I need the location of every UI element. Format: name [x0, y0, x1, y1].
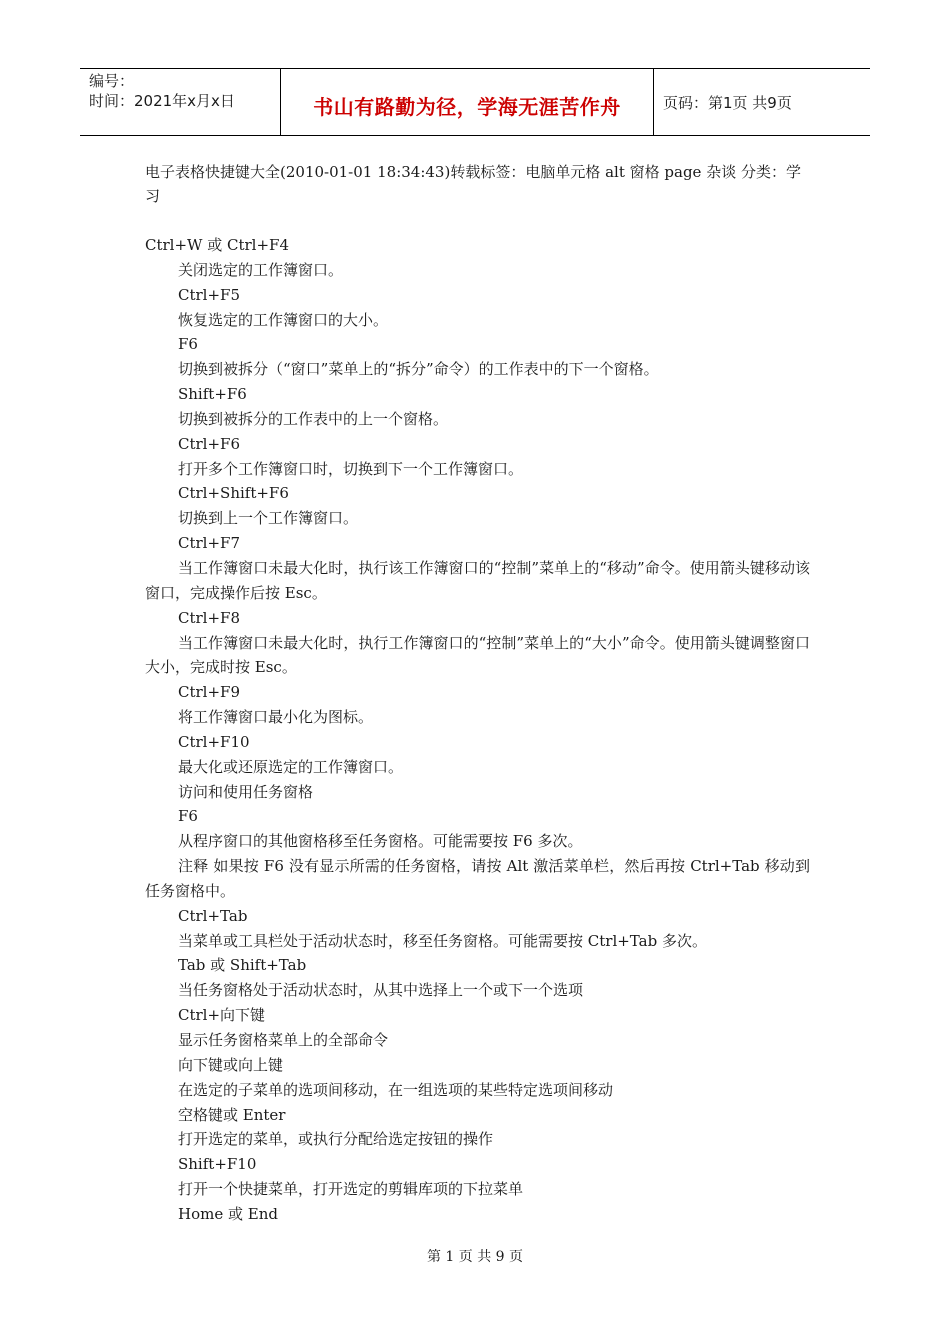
shortcut-description: 当工作簿窗口未最大化时，执行工作簿窗口的“控制”菜单上的“大小”命令。使用箭头键调整窗口大小，完成时按 Esc。	[145, 633, 810, 677]
time-label: 时间：2021年x月x日	[89, 92, 235, 110]
shortcut-description: 当菜单或工具栏处于活动状态时，移至任务窗格。可能需要按 Ctrl+Tab 多次。	[178, 931, 707, 950]
shortcut-key: Ctrl+Tab	[178, 906, 248, 925]
shortcut-key: Ctrl+F9	[178, 683, 240, 702]
shortcut-key: Ctrl+F6	[178, 434, 240, 453]
section-heading: 访问和使用任务窗格	[178, 782, 314, 801]
header-motto: 书山有路勤为径，学海无涯苦作舟	[313, 94, 621, 119]
shortcut-key: 向下键或向上键	[178, 1055, 284, 1074]
number-label: 编号：	[89, 72, 135, 90]
shortcut-key: Ctrl+W 或 Ctrl+F4	[145, 236, 289, 254]
shortcut-key: Ctrl+F5	[178, 285, 240, 304]
shortcut-description: 关闭选定的工作簿窗口。	[178, 260, 344, 279]
shortcut-key: Tab 或 Shift+Tab	[178, 956, 307, 975]
shortcut-description: 当任务窗格处于活动状态时，从其中选择上一个或下一个选项	[178, 981, 584, 1000]
page-footer: 第 1 页 共 9 页	[426, 1249, 524, 1265]
shortcut-description: 打开一个快捷菜单，打开选定的剪辑库项的下拉菜单	[178, 1180, 524, 1199]
shortcut-key: F6	[178, 807, 198, 826]
page-header	[80, 68, 870, 136]
shortcut-key: Home 或 End	[178, 1204, 278, 1223]
shortcut-key: Ctrl+Shift+F6	[178, 484, 289, 503]
shortcut-description: 打开多个工作簿窗口时，切换到下一个工作簿窗口。	[178, 459, 524, 478]
header-meta	[80, 69, 281, 135]
shortcut-description: 在选定的子菜单的选项间移动，在一组选项的某些特定选项间移动	[178, 1080, 614, 1099]
shortcut-description: 恢复选定的工作簿窗口的大小。	[178, 310, 389, 329]
shortcut-key: Ctrl+F8	[178, 608, 240, 627]
shortcut-key: Ctrl+F10	[178, 732, 250, 751]
shortcut-description: 打开选定的菜单，或执行分配给选定按钮的操作	[178, 1130, 494, 1149]
shortcut-key: Ctrl+F7	[178, 534, 240, 553]
shortcut-key: Shift+F10	[178, 1155, 257, 1174]
shortcut-description: 最大化或还原选定的工作簿窗口。	[178, 757, 404, 776]
shortcut-key: F6	[178, 335, 198, 354]
shortcut-description: 切换到被拆分的工作表中的上一个窗格。	[178, 409, 449, 428]
document-body	[145, 160, 810, 1227]
intro-paragraph: 电子表格快捷键大全(2010-01-01 18:34:43)转载标签：电脑单元格 alt 窗格 page 杂谈 分类：学习	[145, 163, 801, 205]
shortcut-key: Ctrl+向下键	[178, 1006, 266, 1025]
shortcut-description: 从程序窗口的其他窗格移至任务窗格。可能需要按 F6 多次。	[178, 832, 583, 851]
header-motto-cell	[281, 69, 654, 135]
shortcut-description: 显示任务窗格菜单上的全部命令	[178, 1031, 389, 1049]
shortcut-key: Shift+F6	[178, 385, 247, 404]
shortcut-description: 当工作簿窗口未最大化时，执行该工作簿窗口的“控制”菜单上的“移动”命令。使用箭头键移动该窗口，完成操作后按 Esc。	[145, 558, 810, 602]
page-info: 页码：第1页 共9页	[663, 93, 792, 112]
note-paragraph: 注释 如果按 F6 没有显示所需的任务窗格，请按 Alt 激活菜单栏，然后再按 Ctrl+Tab 移动到任务窗格中。	[145, 857, 810, 900]
header-page-info	[654, 69, 870, 135]
shortcut-description: 切换到被拆分（“窗口”菜单上的“拆分”命令）的工作表中的下一个窗格。	[178, 360, 659, 379]
shortcut-key: 空格键或 Enter	[178, 1105, 286, 1124]
shortcut-description: 切换到上一个工作簿窗口。	[178, 509, 359, 528]
shortcut-description: 将工作簿窗口最小化为图标。	[178, 708, 374, 727]
